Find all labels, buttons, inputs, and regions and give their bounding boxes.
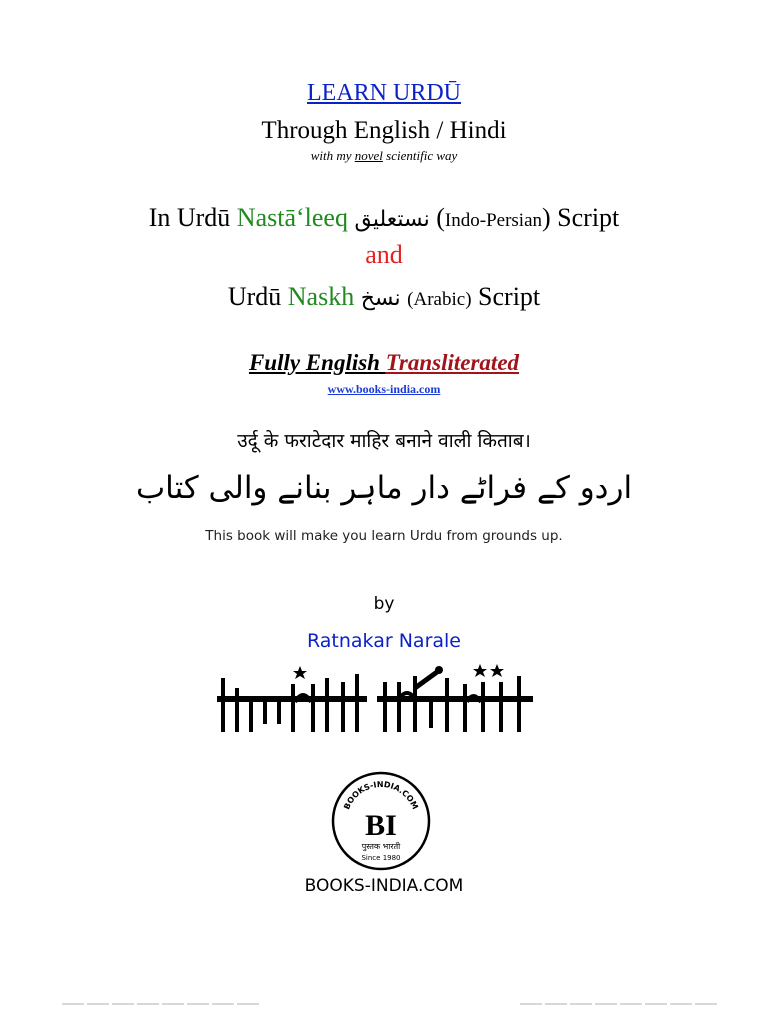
urdu-description: اردو کے فراٹے دار ماہر بنانے والی کتاب bbox=[135, 470, 633, 506]
line2-prefix: Urdū bbox=[227, 282, 288, 311]
footer-mark-left bbox=[62, 992, 262, 996]
hindi-description: उर्दू के फराटेदार माहिर बनाने वाली किताब। bbox=[237, 430, 531, 452]
seal-monogram: BI bbox=[365, 809, 397, 842]
seal-top-text: BOOKS-INDIA.COM bbox=[342, 779, 420, 811]
fully-transliterated-heading bbox=[0, 350, 768, 376]
script-suffix: ) Script bbox=[542, 203, 620, 232]
script-line-nastaleeq bbox=[0, 203, 768, 233]
seal-hindi: पुस्तक भारती bbox=[361, 842, 401, 851]
seal-since: Since 1980 bbox=[361, 854, 401, 862]
fully-english: Fully English bbox=[248, 350, 386, 375]
publisher-seal-logo bbox=[331, 771, 431, 871]
naskh-label: Naskh bbox=[287, 282, 355, 311]
arabic-label: (Arabic) bbox=[407, 289, 472, 310]
by-label: by bbox=[373, 594, 395, 614]
script-line-naskh bbox=[0, 282, 768, 312]
book-subtitle: Through English / Hindi bbox=[261, 117, 507, 144]
publisher-name-part1: BOOKS-INDIA bbox=[304, 876, 419, 896]
tagline bbox=[0, 148, 768, 164]
publisher-name-part2: .COM bbox=[418, 876, 464, 896]
tagline-post: scientific way bbox=[382, 148, 458, 163]
indo-persian-label: Indo-Persian bbox=[444, 210, 543, 231]
line1-prefix: In Urdū bbox=[148, 203, 237, 232]
and-connector: and bbox=[365, 240, 403, 269]
nastaleeq-label: Nastā‘leeq bbox=[236, 203, 348, 232]
line2-suffix: Script bbox=[471, 282, 541, 311]
book-title[interactable]: LEARN URDŪ bbox=[307, 80, 461, 106]
paren-open: ( bbox=[429, 203, 445, 232]
website-link[interactable]: www.books-india.com bbox=[327, 382, 441, 396]
nastaleeq-urdu: نستعلیق bbox=[354, 207, 430, 232]
naskh-urdu: نسخ bbox=[360, 286, 401, 311]
english-description: This book will make you learn Urdu from grounds up. bbox=[205, 528, 563, 544]
tagline-pre: with my bbox=[310, 148, 355, 163]
author-name: Ratnakar Narale bbox=[306, 630, 461, 652]
book-title-link[interactable] bbox=[0, 80, 768, 107]
publisher-name bbox=[0, 876, 768, 896]
footer-mark-right bbox=[520, 992, 720, 996]
author-calligraphy-logo bbox=[215, 658, 535, 736]
tagline-novel: novel bbox=[354, 148, 383, 163]
transliterated: Transliterated bbox=[385, 350, 520, 375]
